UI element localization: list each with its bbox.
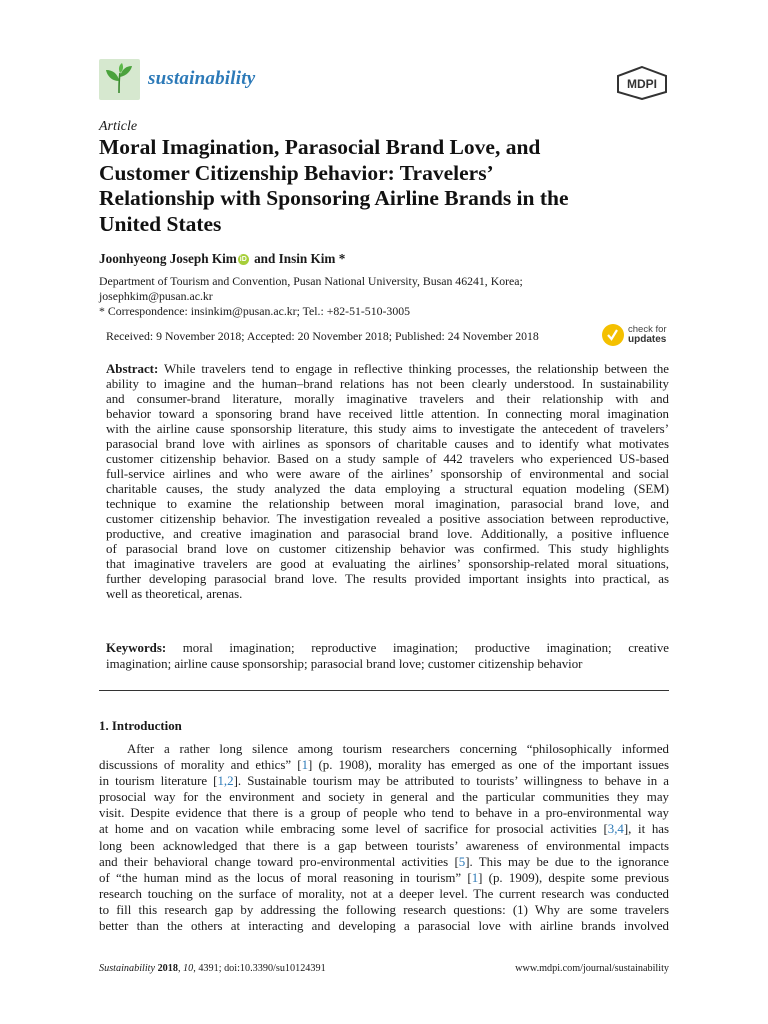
title-line: United States	[99, 211, 222, 236]
title-line: Relationship with Sponsoring Airline Brands in the	[99, 186, 569, 210]
abstract-line: with the airline cause sponsorship literature, this study aims to investigate the antecedent of travelers’	[106, 422, 669, 436]
abstract-line: ability to imagine and the human–brand relations has not been clearly understood. In sustainability	[106, 377, 669, 391]
correspondence-line: * Correspondence: insinkim@pusan.ac.kr; Tel.: +82-51-510-3005	[99, 304, 411, 318]
section-divider	[99, 690, 669, 691]
journal-url-link[interactable]: www.mdpi.com/journal/sustainability	[515, 963, 669, 974]
abstract-line: of parasocial brand love on customer citizenship behavior was confirmed. This study highlights	[106, 542, 669, 556]
footer-doi: , 4391; doi:10.3390/su10124391	[193, 963, 326, 974]
body-text: better than the others at interacting and developing a parasocial love with airline brands involved	[99, 919, 669, 934]
keywords-line: moral imagination; reproductive imagination; productive imagination; creative	[166, 641, 669, 655]
body-text: research touching on the surface of morality, not at a deeper level. The current research was conducted	[99, 886, 669, 901]
body-text: After a rather long silence among tourism researchers concerning “philosophically informed	[127, 742, 669, 756]
body-text: to fill this research gap by addressing the following research questions: (1) Why are some travelers	[99, 902, 669, 917]
orcid-icon[interactable]: iD	[239, 256, 247, 263]
abstract-label: Abstract:	[106, 362, 159, 376]
check-for-updates-button[interactable]	[602, 323, 682, 347]
citation-link[interactable]: 1	[301, 758, 309, 773]
abstract-line: parasocial brand love with airlines as sponsors of charitable causes and to identify what motivates	[106, 437, 669, 451]
journal-name: sustainability	[148, 68, 256, 89]
abstract-line: technique to examine the relationship between moral imagination, parasocial brand love, and	[106, 497, 669, 511]
check-updates-line2: updates	[628, 333, 667, 345]
abstract	[106, 362, 669, 602]
citation-footer: Sustainability 2018, 10, 4391; doi:10.3390/su10124391	[99, 963, 326, 974]
body-text: discussions of morality and ethics” [	[99, 758, 302, 773]
author-name: Joonhyeong Joseph Kim	[99, 251, 237, 266]
affiliation	[99, 274, 619, 319]
publication-dates: Received: 9 November 2018; Accepted: 20 November 2018; Published: 24 November 2018	[106, 329, 539, 343]
keywords	[106, 641, 669, 672]
introduction-body	[99, 741, 669, 934]
section-heading: 1. Introduction	[99, 719, 182, 733]
citation-link[interactable]: 5	[458, 854, 466, 869]
abstract-line: While travelers tend to engage in reflective thinking processes, the relationship between the	[158, 362, 669, 376]
abstract-line: productive, and creative imagination and parasocial brand love. Additionally, a positive influence	[106, 527, 669, 541]
keywords-line: imagination; airline cause sponsorship; parasocial brand love; customer citizenship behavior	[106, 656, 583, 671]
citation-link[interactable]: 1	[471, 870, 479, 885]
abstract-line: customer citizenship behavior. Based on a study sample of 442 travelers who experienced US-based	[106, 452, 669, 466]
title-line: Customer Citizenship Behavior: Travelers’	[99, 160, 494, 185]
abstract-line: charitable causes, the study analyzed the data employing a structural equation modeling (SEM)	[106, 482, 669, 496]
author-name: and Insin Kim *	[250, 251, 346, 266]
abstract-line: behavior toward a sponsoring brand have received little attention. In connecting moral imagination	[106, 407, 669, 421]
mdpi-logo-text: MDPI	[627, 77, 657, 91]
article-type: Article	[99, 119, 138, 134]
body-text: visit. Despite evidence that there is a group of people who tend to behave in a pro-environmental way	[99, 806, 669, 821]
body-text: long been acknowledged that there is a gap between tourists’ awareness of environmental impacts	[99, 838, 669, 853]
body-text: in tourism literature [	[99, 774, 218, 789]
body-text: ] (p. 1908), morality has emerged as one of the important issues	[308, 758, 669, 773]
keywords-label: Keywords:	[106, 641, 167, 655]
footer-volume: 10	[183, 963, 194, 974]
footer-journal: Sustainability	[99, 963, 156, 974]
author-email: josephkim@pusan.ac.kr	[99, 289, 213, 303]
body-text: ], it has	[623, 822, 669, 837]
abstract-line: further developing parasocial brand love. The results provided important insights into practical, as	[106, 572, 669, 586]
check-updates-line1: check for	[628, 324, 667, 335]
body-text: of “the human mind as the locus of moral reasoning in tourism” [	[99, 870, 472, 885]
body-text: at home and on vacation while embracing some level of sacrifice for prosocial activities [	[99, 822, 608, 837]
body-text: ] (p. 1909), despite some previous	[478, 870, 669, 885]
journal-logo-icon	[99, 59, 140, 100]
footer-year: 2018	[157, 963, 178, 974]
abstract-line: customer citizenship behavior. The investigation revealed a positive association between reproductive,	[106, 512, 669, 526]
abstract-line: and consumer-brand literature, morally imaginative travelers and their relationship with and	[106, 392, 669, 406]
article-title	[99, 135, 689, 237]
body-text: ]. Sustainable tourism may be attributed to tourists’ willingness to behave in a	[233, 774, 669, 789]
citation-link[interactable]: 3,4	[607, 822, 624, 837]
abstract-line: that imaginative travelers are good at evaluating the airlines’ sponsorship-related moral situations,	[106, 557, 669, 571]
body-text: prosocial way for the environment and society in general and the particular communities they may	[99, 790, 669, 805]
body-text: ]. This may be due to the ignorance	[465, 854, 669, 869]
affiliation-line: Department of Tourism and Convention, Pusan National University, Busan 46241, Korea;	[99, 274, 523, 288]
title-line: Moral Imagination, Parasocial Brand Love, and	[99, 135, 541, 159]
citation-link[interactable]: 1,2	[217, 774, 234, 789]
mdpi-logo	[615, 66, 669, 100]
author-list	[99, 251, 345, 267]
abstract-line: full-service airlines and who were aware of the airlines’ sponsorship of environmental and social	[106, 467, 669, 481]
abstract-line: well as theoretical, arenas.	[106, 587, 243, 601]
check-updates-icon	[602, 324, 624, 346]
body-text: and their behavioral change toward pro-environmental activities [	[99, 854, 459, 869]
